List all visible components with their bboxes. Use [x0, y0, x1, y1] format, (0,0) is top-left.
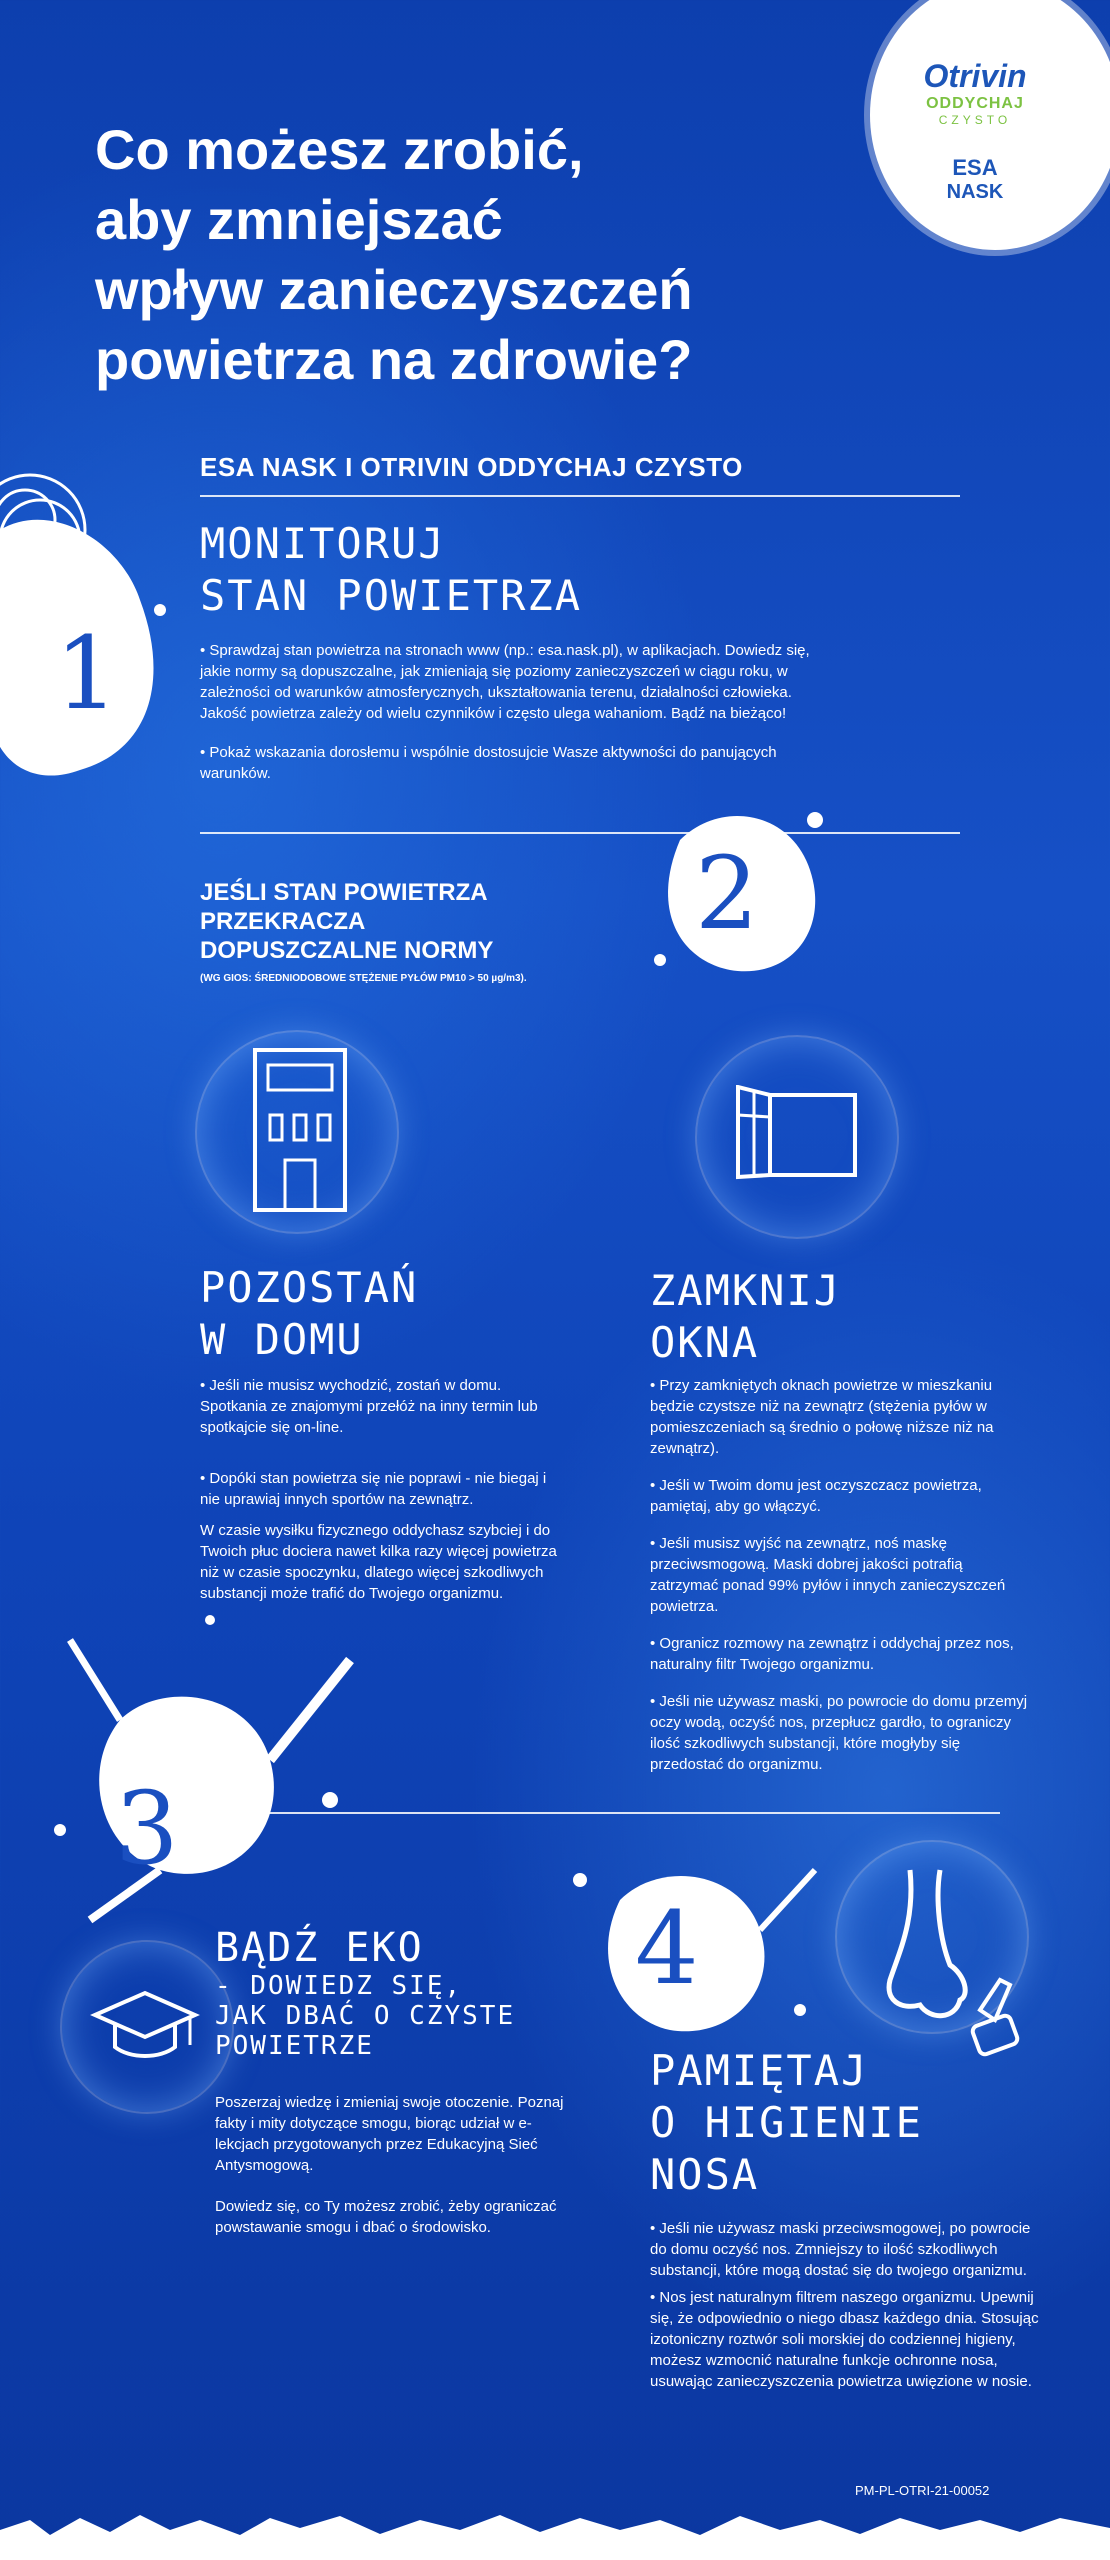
section-2-heading-line-2: PRZEKRACZA [200, 908, 366, 935]
be-eco-heading-line-2: - DOWIEDZ SIĘ, [215, 1971, 463, 2001]
logo-brand-text: Otrivin [923, 58, 1027, 94]
stay-home-paragraph-2: • Dopóki stan powietrza się nie poprawi - nie biegaj i nie uprawiaj innych sportów na zewnątrz. [200, 1470, 547, 1508]
section-3-number: 3 [115, 1770, 179, 1887]
section-1-number: 1 [55, 615, 119, 732]
window-icon [730, 1085, 860, 1185]
be-eco-heading-line-3: JAK DBAĆ O CZYSTE [215, 2001, 516, 2031]
bottom-torn-edge [0, 2490, 1110, 2560]
stay-home-heading [200, 1262, 418, 1366]
nose-hygiene-heading [650, 2045, 923, 2201]
section-2-heading-line-3: DOPUSZCZALNE NORMY [200, 937, 494, 964]
divider-2 [200, 832, 960, 834]
close-windows-paragraph-5: • Jeśli nie używasz maski, po powrocie do domu przemyj oczy wodą, oczyść nos, przepłucz gardło, to ograniczy ilość szkodliwych substancji, które mogłyby się przedostać do organizmu. [650, 1693, 1028, 1773]
be-eco-heading-line-4: POWIETRZE [215, 2031, 374, 2061]
stay-home-text [200, 1375, 565, 1614]
title-line-4: powietrza na zdrowie? [95, 328, 693, 391]
subtitle: ESA NASK I OTRIVIN ODDYCHAJ CZYSTO [200, 452, 743, 482]
close-windows-paragraph-3: • Jeśli musisz wyjść na zewnątrz, noś maskę przeciwsmogową. Maski dobrej jakości potrafią zatrzymać ponad 99% pyłów i innych zanieczyszczeń powietrza. [650, 1535, 1006, 1615]
footer-code: PM-PL-OTRI-21-00052 [855, 2483, 990, 2498]
page-title [95, 115, 855, 395]
logo-esa-text: ESA [952, 155, 998, 180]
building-icon [250, 1045, 350, 1215]
section-2-number: 2 [695, 835, 759, 952]
logo-sub2-text: CZYSTO [938, 113, 1012, 127]
section-2-heading [200, 878, 493, 965]
close-windows-heading-line-1: ZAMKNIJ [650, 1266, 842, 1315]
be-eco-heading-line-1: BĄDŹ EKO [215, 1925, 424, 1971]
close-windows-heading [650, 1265, 841, 1369]
logo-sub1-text: ODDYCHAJ [926, 95, 1024, 112]
nose-hygiene-text [650, 2218, 1040, 2402]
stay-home-paragraph-1: • Jeśli nie musisz wychodzić, zostań w domu. Spotkania ze znajomymi przełóż na inny termin lub spotkajcie się on-line. [200, 1377, 538, 1436]
otrivin-logo [870, 58, 1080, 127]
section-2-note: (WG GIOS: ŚREDNIODOBOWE STĘŻENIE PYŁÓW PM10 > 50 µg/m3). [200, 973, 527, 984]
esa-nask-logo [870, 155, 1080, 204]
section-1-paragraph-1: • Sprawdzaj stan powietrza na stronach www (np.: esa.nask.pl), w aplikacjach. Dowiedz się, jakie normy są dopuszczalne, jak zmieniają się poziomy zanieczyszczeń w ciągu roku, w zależności od warunków atmosferycznych, ukształtowania terenu, działalności człowieka. Jakość powietrza zależy od wielu czynników i często ulega wahaniom. Bądź na bieżąco! [200, 642, 810, 722]
section-1-paragraph-2: • Pokaż wskazania dorosłemu i wspólnie dostosujcie Wasze aktywności do panujących warunków. [200, 744, 777, 782]
divider-1 [200, 495, 960, 497]
close-windows-heading-line-2: OKNA [650, 1318, 760, 1367]
graduation-cap-icon [90, 1985, 200, 2065]
close-windows-paragraph-2: • Jeśli w Twoim domu jest oczyszczacz powietrza, pamiętaj, aby go włączyć. [650, 1477, 982, 1515]
nose-hygiene-heading-line-2: O HIGIENIE [650, 2098, 923, 2147]
close-windows-text [650, 1375, 1030, 1785]
stay-home-heading-line-2: W DOMU [200, 1315, 364, 1364]
splash-3-graphic [30, 1600, 360, 1930]
be-eco-paragraph-1: Poszerzaj wiedzę i zmieniaj swoje otoczenie. Poznaj fakty i mity dotyczące smogu, biorąc udział w e-lekcjach przygotowanych przez Edukacyjną Sieć Antysmogową. [215, 2094, 564, 2174]
logo-nask-text: NASK [946, 181, 1004, 203]
stay-home-paragraph-3: W czasie wysiłku fizycznego oddychasz szybciej i do Twoich płuc dociera nawet kilka razy więcej powietrza niż w czasie spoczynku, dlatego więcej szkodliwych substancji może trafić do Twojego organizmu. [200, 1522, 557, 1602]
nose-hygiene-heading-line-1: PAMIĘTAJ [650, 2046, 869, 2095]
section-1-text [200, 640, 820, 794]
nose-spray-icon [870, 1860, 1050, 2060]
brand-logo-badge [870, 0, 1110, 250]
close-windows-paragraph-1: • Przy zamkniętych oknach powietrze w mieszkaniu będzie czystsze niż na zewnątrz (stężenia pyłów w pomieszczeniach są średnio o połowę niższe niż na zewnątrz). [650, 1377, 994, 1457]
be-eco-text [215, 2092, 585, 2248]
close-windows-paragraph-4: • Ogranicz rozmowy na zewnątrz i oddychaj przez nos, naturalny filtr Twojego organizmu. [650, 1635, 1014, 1673]
stay-home-heading-line-1: POZOSTAŃ [200, 1263, 419, 1312]
title-line-3: wpływ zanieczyszczeń [95, 258, 693, 321]
be-eco-heading [215, 1925, 515, 2061]
section-1-heading [200, 518, 582, 622]
be-eco-paragraph-2: Dowiedz się, co Ty możesz zrobić, żeby ograniczać powstawanie smogu i dbać o środowisko. [215, 2198, 557, 2236]
title-line-1: Co możesz zrobić, [95, 118, 584, 181]
title-line-2: aby zmniejszać [95, 188, 503, 251]
nose-hygiene-heading-line-3: NOSA [650, 2150, 760, 2199]
section-1-heading-line-1: MONITORUJ [200, 519, 446, 568]
section-2-heading-line-1: JEŚLI STAN POWIETRZA [200, 879, 488, 906]
nose-hygiene-paragraph-2: • Nos jest naturalnym filtrem naszego organizmu. Upewnij się, że odpowiednio o niego dbasz każdego dnia. Stosując izotoniczny roztwór soli morskiej do codziennej higieny, możesz wzmocnić naturalne funkcje ochronne nosa, usuwając zanieczyszczenia powietrza uwięzione w nosie. [650, 2289, 1039, 2390]
nose-hygiene-paragraph-1: • Jeśli nie używasz maski przeciwsmogowej, po powrocie do domu oczyść nos. Zmniejszy to ilość szkodliwych substancji, które mogą dostać się do twojego organizmu. [650, 2220, 1031, 2279]
section-4-number: 4 [635, 1890, 699, 2007]
section-1-heading-line-2: STAN POWIETRZA [200, 571, 583, 620]
